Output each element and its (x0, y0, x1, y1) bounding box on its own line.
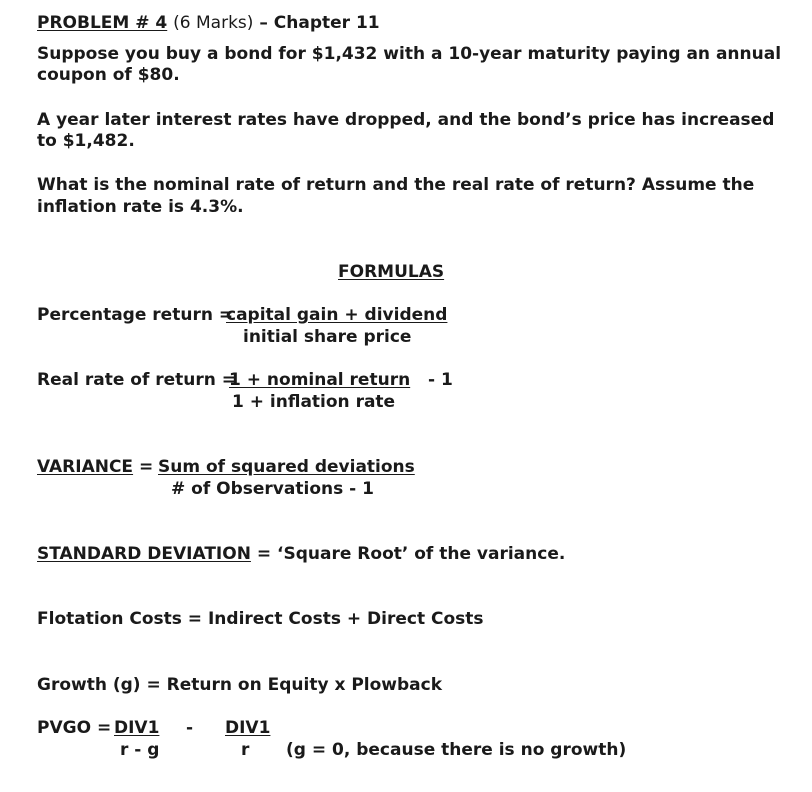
problem-label: PROBLEM # 4 (37, 13, 168, 33)
pvgo-label: PVGO = (37, 718, 112, 738)
problem-marks: (6 Marks) (173, 13, 254, 33)
pvgo-denominator-2: r (241, 740, 250, 760)
std-dev-line (37, 543, 565, 565)
problem-text-2b: to $1,482. (37, 131, 135, 151)
std-dev-text: = ‘Square Root’ of the variance. (256, 544, 566, 564)
problem-text-3b: inflation rate is 4.3%. (37, 197, 244, 217)
formulas-heading: FORMULAS (338, 262, 445, 282)
problem-title (37, 12, 380, 34)
real-return-suffix: - 1 (428, 370, 453, 390)
variance-label: VARIANCE (37, 457, 134, 477)
problem-text-3a: What is the nominal rate of return and the real rate of return? Assume the (37, 175, 755, 195)
real-return-numerator: 1 + nominal return (229, 370, 411, 390)
pct-return-label: Percentage return = (37, 305, 234, 325)
variance-equals: = (139, 457, 154, 477)
problem-text-2a: A year later interest rates have dropped, and the bond’s price has increased (37, 110, 775, 130)
real-return-denominator: 1 + inflation rate (232, 392, 396, 412)
std-dev-label: STANDARD DEVIATION (37, 544, 251, 564)
variance-denominator: # of Observations - 1 (171, 479, 374, 499)
pvgo-denominator-1: r - g (120, 740, 160, 760)
pvgo-minus: - (186, 718, 194, 738)
real-return-label: Real rate of return = (37, 370, 237, 390)
flotation-formula: Flotation Costs = Indirect Costs + Direct Costs (37, 609, 484, 629)
problem-chapter: – Chapter 11 (259, 13, 380, 33)
pvgo-note: (g = 0, because there is no growth) (286, 740, 627, 760)
variance-numerator: Sum of squared deviations (158, 457, 415, 477)
pct-return-numerator: capital gain + dividend (226, 305, 448, 325)
problem-text-1a: Suppose you buy a bond for $1,432 with a 10-year maturity paying an annual (37, 44, 782, 64)
growth-formula: Growth (g) = Return on Equity x Plowback (37, 675, 443, 695)
pvgo-numerator-1: DIV1 (114, 718, 160, 738)
problem-text-1b: coupon of $80. (37, 65, 180, 85)
pct-return-denominator: initial share price (243, 327, 412, 347)
pvgo-numerator-2: DIV1 (225, 718, 271, 738)
